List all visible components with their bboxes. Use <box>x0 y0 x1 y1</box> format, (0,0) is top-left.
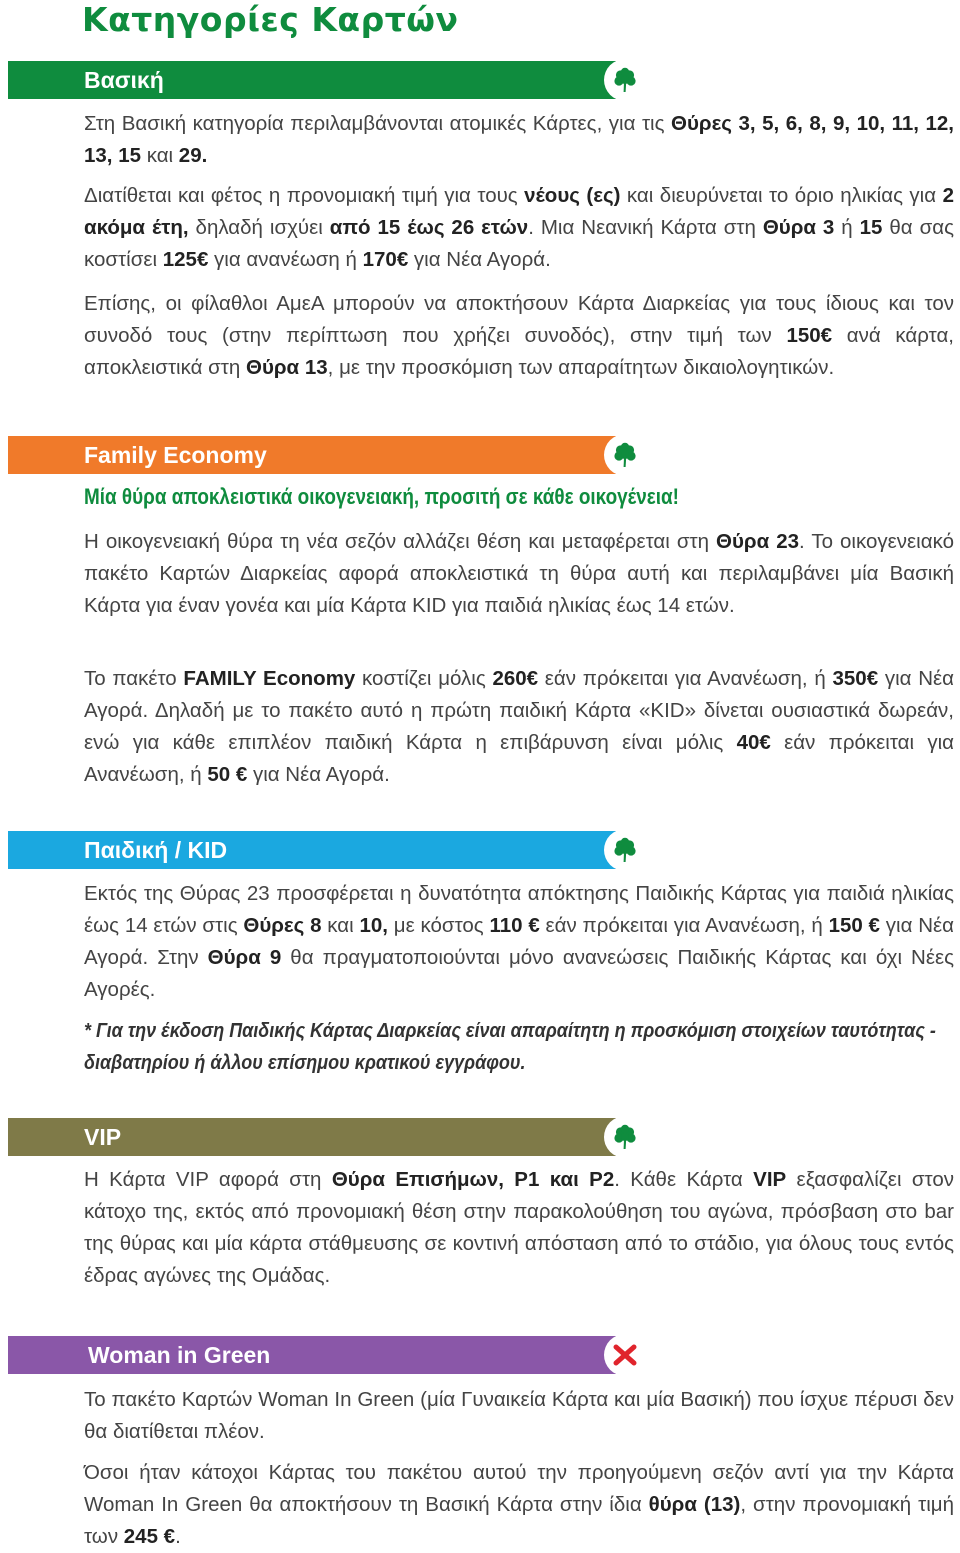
bold-text: 170€ <box>362 248 409 271</box>
basic-paragraph-2: Διατίθεται και φέτος η προνομιακή τιμή για τους νέους (ες) και διευρύνεται το όριο ηλικίας για 2 ακόμα έτη, δηλαδή ισχύει από 15 έως 26 ετών. Μια Νεανική Κάρτα στη Θύρα 3 ή 15 θα σας κοστίσει 125€ για ανανέωση ή 170€ για Νέα Αγορά. <box>84 184 954 271</box>
section-header-woman <box>8 1336 646 1374</box>
bold-text: FAMILY Economy <box>183 667 356 690</box>
bold-text: 40€ <box>736 731 771 754</box>
bold-text: 2 ακόμα έτη, <box>84 184 954 239</box>
kid-paragraph-1: Εκτός της Θύρας 23 προσφέρεται η δυνατότητα απόκτησης Παιδικής Κάρτας για παιδιά ηλικίας έως 14 ετών στις Θύρες 8 και 10, με κόστος 110 € εάν πρόκειται για Ανανέωση, ή 150 € για Νέα Αγορά. Στην Θύρα 9 θα πραγματοποιούνται μόνο ανανεώσεις Παιδικής Κάρτας και όχι Νέες Αγορές. <box>84 882 955 1001</box>
shamrock-icon <box>604 59 646 101</box>
bold-text: 150 € <box>828 914 880 937</box>
bold-text: Θύρες 3, 5, 6, 8, 9, 10, 11, 12, 13, 15 <box>84 112 954 167</box>
family-paragraph-1: Η οικογενειακή θύρα τη νέα σεζόν αλλάζει θέση και μεταφέρεται στη Θύρα 23. Το οικογενειακό πακέτο Καρτών Διαρκείας αφορά αποκλειστικά τη θύρα αυτή και περιλαμβάνει μία Βασική Κάρτα για έναν γονέα και μία Κάρτα KID για παιδιά ηλικίας έως 14 ετών. <box>84 530 954 617</box>
bold-text: 29. <box>178 144 208 167</box>
bold-text: Θύρα 23 <box>716 530 799 553</box>
bold-text: Θύρα Επισήμων, Ρ1 και Ρ2 <box>331 1168 615 1191</box>
vip-paragraph-1: Η Κάρτα VIP αφορά στη Θύρα Επισήμων, Ρ1 και Ρ2. Κάθε Κάρτα VIP εξασφαλίζει στον κάτοχο της, εκτός από προνομιακή θέση στην παρακολούθηση του αγώνα, πρόσβαση στο bar της θύρας και μία κάρτα στάθμευσης σε κοντινή απόσταση από το στάδιο, για όλους τους εντός έδρας αγώνες της Ομάδας. <box>84 1168 954 1287</box>
bold-text: Θύρα 9 <box>207 946 282 969</box>
bold-text: Θύρα 13 <box>246 356 328 379</box>
section-title: Woman in Green <box>88 1342 271 1368</box>
woman-paragraph-1: Το πακέτο Καρτών Woman In Green (μία Γυναικεία Κάρτα και μία Βασική) που ίσχυε πέρυσι δεν θα διατίθεται πλέον. <box>84 1388 954 1443</box>
basic-paragraph-3: Επίσης, οι φίλαθλοι ΑμεΑ μπορούν να αποκτήσουν Κάρτα Διαρκείας για τους ίδιους και τον συνοδό τους (στην περίπτωση που χρήζει συνοδός), στην τιμή των 150€ ανά κάρτα, αποκλειστικά στη Θύρα 13, με την προσκόμιση των απαραίτητων δικαιολογητικών. <box>84 292 954 379</box>
bold-text: 50 € <box>207 763 248 786</box>
shamrock-icon <box>604 1116 646 1158</box>
page-title: Κατηγορίες Καρτών <box>82 0 459 39</box>
bold-text: από 15 έως 26 ετών <box>329 216 529 239</box>
bold-text: 110 € <box>489 914 540 937</box>
bold-text: 125€ <box>162 248 209 271</box>
kid-note: * Για την έκδοση Παιδικής Κάρτας Διαρκείας είναι απαραίτητη η προσκόμιση στοιχείων ταυτότητας - διαβατηρίου ή άλλου επίσημου κρατικού εγγράφου. <box>84 1020 936 1074</box>
bold-text: νέους (ες) <box>524 184 621 207</box>
section-header-basic <box>8 61 646 99</box>
bold-text: 260€ <box>492 667 539 690</box>
section-title: VIP <box>84 1124 122 1150</box>
bold-text: Θύρα 3 <box>762 216 835 239</box>
section-header-family <box>8 436 646 474</box>
bold-text: VIP <box>753 1168 787 1191</box>
bold-text: 150€ <box>786 324 833 347</box>
section-title: Βασική <box>84 67 164 93</box>
bold-text: 245 € <box>123 1525 176 1548</box>
cross-icon <box>604 1334 646 1376</box>
section-header-vip <box>8 1118 646 1156</box>
section-title: Family Economy <box>84 442 267 468</box>
family-paragraph-2: Το πακέτο FAMILY Economy κοστίζει μόλις 260€ εάν πρόκειται για Ανανέωση, ή 350€ για Νέα Αγορά. Δηλαδή με το πακέτο αυτό η πρώτη παιδική Κάρτα «KID» δίνεται ουσιαστικά δωρεάν, ενώ για κάθε επιπλέον παιδική Κάρτα η επιβάρυνση είναι μόλις 40€ εάν πρόκειται για Ανανέωση, ή 50 € για Νέα Αγορά. <box>84 667 954 786</box>
bold-text: 10, <box>359 914 388 937</box>
section-title: Παιδική / KID <box>84 837 228 863</box>
section-header-kid <box>8 831 646 869</box>
woman-paragraph-2: Όσοι ήταν κάτοχοι Κάρτας του πακέτου αυτού την προηγούμενη σεζόν αντί για την Κάρτα Woman In Green θα αποκτήσουν τη Βασική Κάρτα στην ίδια θύρα (13), στην προνομιακή τιμή των 245 €. <box>84 1461 954 1548</box>
bold-text: Θύρες 8 <box>243 914 322 937</box>
family-tagline: Μία θύρα αποκλειστικά οικογενειακή, προσιτή σε κάθε οικογένεια! <box>84 484 679 509</box>
shamrock-icon <box>604 829 646 871</box>
bold-text: 15 <box>859 216 883 239</box>
basic-paragraph-1: Στη Βασική κατηγορία περιλαμβάνονται ατομικές Κάρτες, για τις Θύρες 3, 5, 6, 8, 9, 10, 11, 12, 13, 15 και 29. <box>84 112 954 167</box>
bold-text: 350€ <box>832 667 879 690</box>
shamrock-icon <box>604 434 646 476</box>
bold-text: θύρα (13) <box>648 1493 741 1516</box>
